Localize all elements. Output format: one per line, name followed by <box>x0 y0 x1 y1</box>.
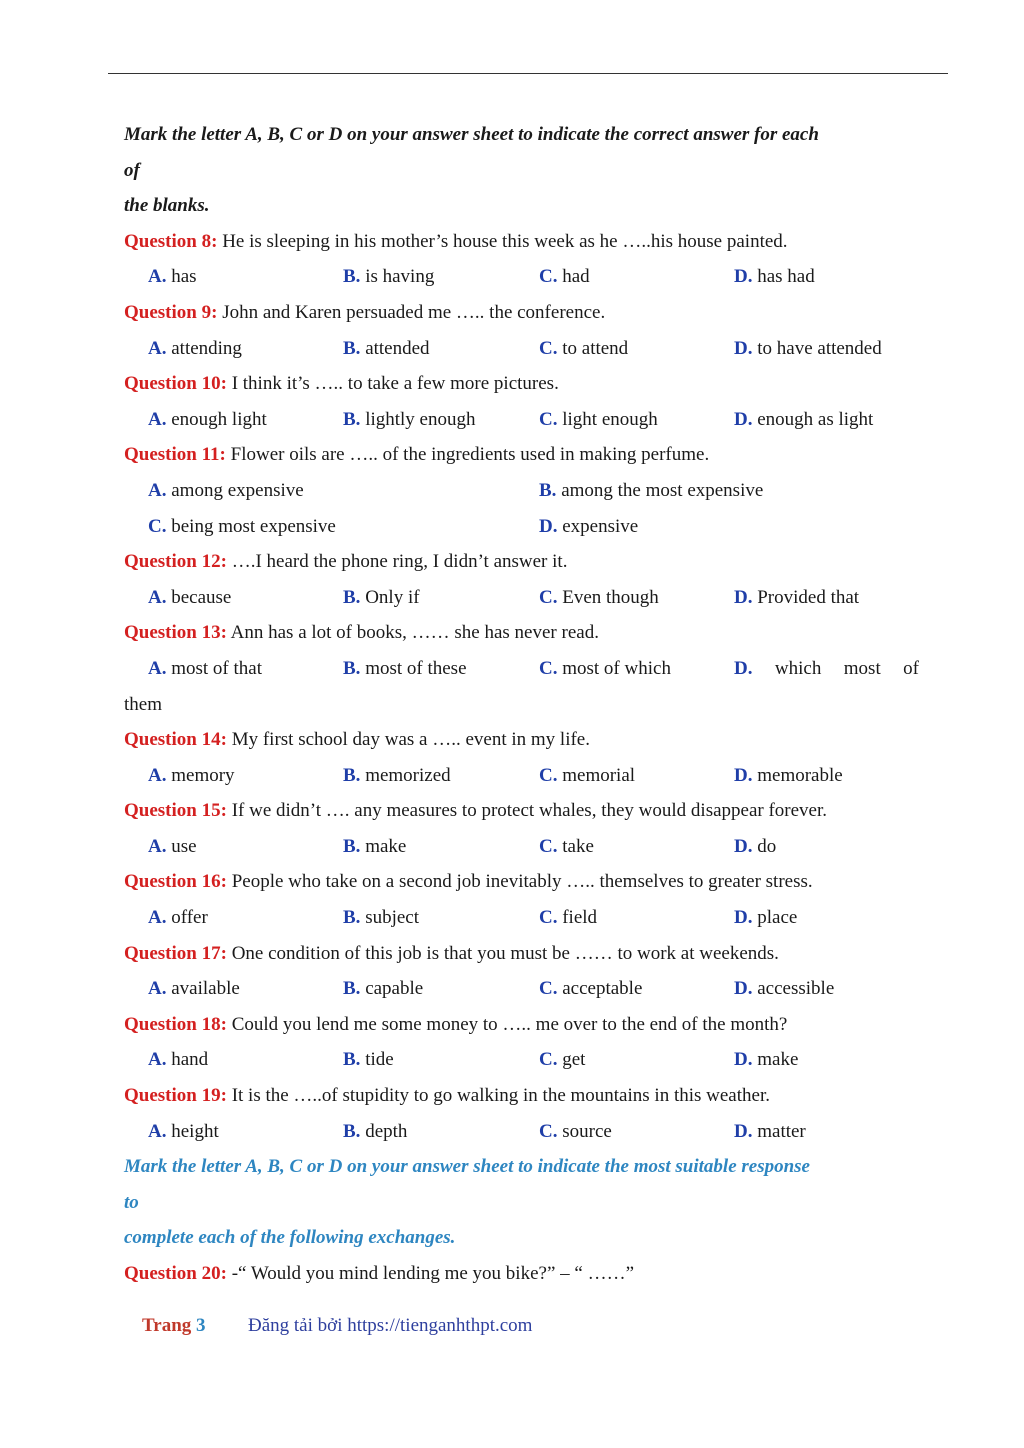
source-credit-link[interactable]: Đăng tải bởi https://tienganhthpt.com <box>248 1315 533 1336</box>
option-b[interactable]: B. among the most expensive <box>539 479 764 501</box>
option-c[interactable]: C. acceptable <box>539 978 643 1000</box>
option-d[interactable]: D. Provided that <box>734 586 860 608</box>
question-text: John and Karen persuaded me ….. the conference. <box>222 301 606 323</box>
option-a[interactable]: A. among expensive <box>148 479 304 501</box>
options-19 <box>124 1114 914 1150</box>
option-d[interactable]: D. place <box>734 907 798 929</box>
question-text: I think it’s ….. to take a few more pictures. <box>231 373 559 395</box>
option-d[interactable]: D. memorable <box>734 764 843 786</box>
question-label: Question 11: <box>124 444 226 466</box>
question-17 <box>124 936 914 972</box>
question-label: Question 13: <box>124 622 227 644</box>
question-20 <box>124 1256 914 1292</box>
option-b[interactable]: B. Only if <box>343 586 420 608</box>
question-label: Question 9: <box>124 301 218 323</box>
question-label: Question 10: <box>124 373 227 395</box>
option-a[interactable]: A. attending <box>148 337 242 359</box>
page-number: 3 <box>196 1315 206 1336</box>
page-word: Trang <box>142 1315 192 1336</box>
option-a[interactable]: A. offer <box>148 907 208 929</box>
question-text: ….I heard the phone ring, I didn’t answer it. <box>231 551 568 573</box>
option-d[interactable]: D. enough as light <box>734 408 874 430</box>
option-c[interactable]: C. get <box>539 1049 586 1071</box>
question-label: Question 12: <box>124 551 227 573</box>
option-c[interactable]: C. field <box>539 907 598 929</box>
option-a[interactable]: A. available <box>148 978 240 1000</box>
question-text: One condition of this job is that you must be …… to work at weekends. <box>231 942 779 964</box>
option-b[interactable]: B. is having <box>343 266 435 288</box>
question-text: People who take on a second job inevitably ….. themselves to greater stress. <box>231 871 813 893</box>
option-d[interactable]: D. make <box>734 1049 799 1071</box>
page-number-label <box>142 1315 206 1337</box>
question-label: Question 19: <box>124 1085 227 1107</box>
option-b[interactable]: B. tide <box>343 1049 394 1071</box>
option-c[interactable]: C. being most expensive <box>148 515 336 537</box>
option-d[interactable]: D. has had <box>734 266 815 288</box>
option-d[interactable]: D. to have attended <box>734 337 882 359</box>
question-text: Could you lend me some money to ….. me over to the end of the month? <box>231 1013 788 1035</box>
option-d[interactable]: D. which most of <box>734 657 919 679</box>
option-c[interactable]: C. source <box>539 1120 612 1142</box>
option-b[interactable]: B. subject <box>343 907 420 929</box>
question-label: Question 16: <box>124 871 227 893</box>
option-d-continuation: them <box>124 693 162 715</box>
instruction-line-3: the blanks. <box>124 195 210 217</box>
question-label: Question 20: <box>124 1263 227 1284</box>
question-label: Question 15: <box>124 800 227 822</box>
option-d[interactable]: D. do <box>734 835 777 857</box>
option-c[interactable]: C. memorial <box>539 764 636 786</box>
question-10 <box>124 366 914 402</box>
header-rule <box>108 73 948 74</box>
section2-instruction-line-1: Mark the letter A, B, C or D on your answer sheet to indicate the most suitable response <box>124 1156 810 1178</box>
option-b[interactable]: B. capable <box>343 978 424 1000</box>
question-text: It is the …..of stupidity to go walking in the mountains in this weather. <box>231 1085 770 1107</box>
option-b[interactable]: B. depth <box>343 1120 408 1142</box>
question-label: Question 17: <box>124 942 227 964</box>
question-text: -“ Would you mind lending me you bike?” – “ ……” <box>231 1263 634 1284</box>
instruction-line-1: Mark the letter A, B, C or D on your answer sheet to indicate the correct answer for each <box>124 124 819 145</box>
option-a[interactable]: A. hand <box>148 1049 209 1071</box>
question-text: He is sleeping in his mother’s house this week as he …..his house painted. <box>222 230 788 252</box>
options-9 <box>124 331 914 367</box>
options-15 <box>124 829 914 865</box>
option-b[interactable]: B. lightly enough <box>343 408 476 430</box>
question-text: My first school day was a ….. event in my life. <box>231 729 590 751</box>
question-19 <box>124 1078 914 1114</box>
instruction-line-2: of <box>124 159 140 181</box>
option-c[interactable]: C. had <box>539 266 590 288</box>
option-b[interactable]: B. make <box>343 835 407 857</box>
option-b[interactable]: B. memorized <box>343 764 451 786</box>
worksheet-content <box>124 117 919 1292</box>
options-11-row-2 <box>124 509 914 545</box>
option-a[interactable]: A. has <box>148 266 197 288</box>
options-17 <box>124 971 914 1007</box>
option-a[interactable]: A. because <box>148 586 232 608</box>
page-footer <box>0 1315 1024 1345</box>
option-b[interactable]: B. attended <box>343 337 430 359</box>
option-a[interactable]: A. use <box>148 835 197 857</box>
option-c[interactable]: C. take <box>539 835 594 857</box>
question-label: Question 14: <box>124 729 227 751</box>
option-a[interactable]: A. memory <box>148 764 235 786</box>
option-c[interactable]: C. Even though <box>539 586 659 608</box>
option-a[interactable]: A. most of that <box>148 657 263 679</box>
question-text: If we didn’t …. any measures to protect whales, they would disappear forever. <box>231 800 828 822</box>
options-11-row-1 <box>124 473 914 509</box>
option-a[interactable]: A. height <box>148 1120 219 1142</box>
question-12 <box>124 544 914 580</box>
option-b[interactable]: B. most of these <box>343 657 467 679</box>
options-8 <box>124 259 914 295</box>
option-c[interactable]: C. light enough <box>539 408 658 430</box>
option-d[interactable]: D. matter <box>734 1120 806 1142</box>
option-a[interactable]: A. enough light <box>148 408 267 430</box>
option-d[interactable]: D. expensive <box>539 515 639 537</box>
question-15 <box>124 793 914 829</box>
question-11 <box>124 437 914 473</box>
question-label: Question 8: <box>124 230 218 252</box>
question-16 <box>124 864 914 900</box>
question-13 <box>124 615 914 651</box>
question-8 <box>124 224 914 260</box>
section2-instruction-line-2: to <box>124 1191 139 1213</box>
options-12 <box>124 580 914 616</box>
options-10 <box>124 402 914 438</box>
question-label: Question 18: <box>124 1013 227 1035</box>
question-14 <box>124 722 914 758</box>
options-18 <box>124 1042 914 1078</box>
options-14 <box>124 758 914 794</box>
option-d[interactable]: D. accessible <box>734 978 835 1000</box>
question-text: Ann has a lot of books, …… she has never read. <box>230 622 599 644</box>
options-16 <box>124 900 914 936</box>
option-c[interactable]: C. most of which <box>539 657 671 679</box>
options-13 <box>124 651 919 687</box>
question-text: Flower oils are ….. of the ingredients used in making perfume. <box>230 444 710 466</box>
option-c[interactable]: C. to attend <box>539 337 629 359</box>
question-18 <box>124 1007 914 1043</box>
section2-instruction-line-3: complete each of the following exchanges. <box>124 1227 456 1249</box>
question-9 <box>124 295 914 331</box>
